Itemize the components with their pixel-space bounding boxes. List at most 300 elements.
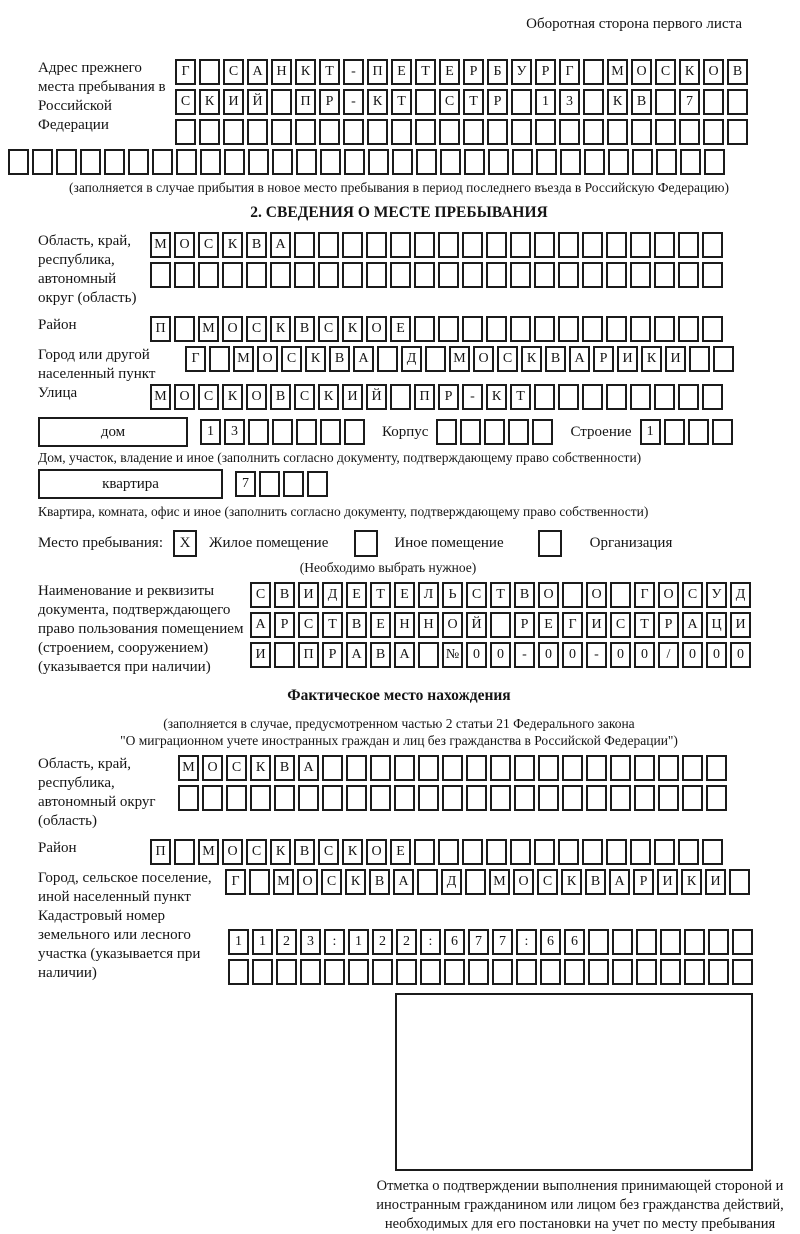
char-cell[interactable]: -	[343, 59, 364, 85]
char-cell[interactable]	[176, 149, 197, 175]
char-cell[interactable]	[664, 419, 685, 445]
char-cell[interactable]: О	[202, 755, 223, 781]
char-cell[interactable]	[390, 232, 411, 258]
char-cell[interactable]	[199, 59, 220, 85]
char-cell[interactable]: О	[257, 346, 278, 372]
char-cell[interactable]	[414, 839, 435, 865]
char-cell[interactable]	[442, 755, 463, 781]
char-cell[interactable]	[367, 119, 388, 145]
char-cell[interactable]: Й	[247, 89, 268, 115]
char-cell[interactable]: Р	[438, 384, 459, 410]
char-cell[interactable]: Д	[441, 869, 462, 895]
checkbox-other-premises[interactable]	[354, 530, 378, 557]
char-cell[interactable]	[713, 346, 734, 372]
char-cell[interactable]	[558, 384, 579, 410]
char-cell[interactable]: 0	[634, 642, 655, 668]
char-cell[interactable]: О	[703, 59, 724, 85]
char-cell[interactable]	[199, 119, 220, 145]
char-cell[interactable]	[417, 869, 438, 895]
char-cell[interactable]: С	[281, 346, 302, 372]
char-cell[interactable]	[486, 316, 507, 342]
char-cell[interactable]	[466, 785, 487, 811]
char-cell[interactable]	[538, 755, 559, 781]
char-cell[interactable]	[174, 262, 195, 288]
char-cell[interactable]: Е	[391, 59, 412, 85]
char-cell[interactable]: 6	[444, 929, 465, 955]
char-cell[interactable]	[702, 839, 723, 865]
char-cell[interactable]	[150, 262, 171, 288]
char-cell[interactable]	[654, 316, 675, 342]
char-cell[interactable]	[678, 232, 699, 258]
char-cell[interactable]	[702, 316, 723, 342]
char-cell[interactable]	[322, 755, 343, 781]
char-cell[interactable]: М	[150, 232, 171, 258]
char-cell[interactable]	[346, 785, 367, 811]
char-cell[interactable]	[307, 471, 328, 497]
char-cell[interactable]	[514, 755, 535, 781]
char-cell[interactable]	[606, 316, 627, 342]
char-cell[interactable]	[660, 959, 681, 985]
char-cell[interactable]: К	[367, 89, 388, 115]
char-cell[interactable]	[222, 262, 243, 288]
char-cell[interactable]: А	[609, 869, 630, 895]
char-cell[interactable]: В	[270, 384, 291, 410]
char-cell[interactable]	[562, 582, 583, 608]
char-cell[interactable]: Т	[463, 89, 484, 115]
char-cell[interactable]	[538, 785, 559, 811]
char-cell[interactable]: Т	[391, 89, 412, 115]
char-cell[interactable]: В	[585, 869, 606, 895]
char-cell[interactable]	[346, 755, 367, 781]
char-cell[interactable]: Й	[366, 384, 387, 410]
char-cell[interactable]	[583, 59, 604, 85]
char-cell[interactable]	[582, 316, 603, 342]
char-cell[interactable]: 7	[235, 471, 256, 497]
char-cell[interactable]	[632, 149, 653, 175]
char-cell[interactable]	[56, 149, 77, 175]
char-cell[interactable]: 1	[200, 419, 221, 445]
char-cell[interactable]	[366, 232, 387, 258]
char-cell[interactable]	[175, 119, 196, 145]
char-cell[interactable]	[634, 755, 655, 781]
char-cell[interactable]: К	[222, 232, 243, 258]
char-cell[interactable]	[606, 839, 627, 865]
char-cell[interactable]	[486, 232, 507, 258]
char-cell[interactable]: И	[250, 642, 271, 668]
char-cell[interactable]	[415, 119, 436, 145]
char-cell[interactable]	[296, 419, 317, 445]
char-cell[interactable]	[534, 316, 555, 342]
char-cell[interactable]	[462, 262, 483, 288]
char-cell[interactable]	[466, 755, 487, 781]
char-cell[interactable]: Р	[463, 59, 484, 85]
char-cell[interactable]: 7	[468, 929, 489, 955]
char-cell[interactable]	[562, 785, 583, 811]
char-cell[interactable]: У	[706, 582, 727, 608]
char-cell[interactable]	[702, 262, 723, 288]
char-cell[interactable]	[294, 232, 315, 258]
char-cell[interactable]: В	[274, 755, 295, 781]
char-cell[interactable]: Р	[274, 612, 295, 638]
char-cell[interactable]	[608, 149, 629, 175]
char-cell[interactable]: 1	[228, 929, 249, 955]
char-cell[interactable]	[631, 119, 652, 145]
char-cell[interactable]	[272, 419, 293, 445]
char-cell[interactable]: М	[198, 839, 219, 865]
char-cell[interactable]	[630, 316, 651, 342]
char-cell[interactable]	[655, 119, 676, 145]
char-cell[interactable]: 1	[535, 89, 556, 115]
char-cell[interactable]	[418, 755, 439, 781]
char-cell[interactable]: 1	[348, 929, 369, 955]
char-cell[interactable]	[732, 929, 753, 955]
char-cell[interactable]	[200, 149, 221, 175]
char-cell[interactable]	[486, 839, 507, 865]
char-cell[interactable]: Т	[510, 384, 531, 410]
char-cell[interactable]	[534, 262, 555, 288]
char-cell[interactable]	[438, 316, 459, 342]
char-cell[interactable]	[562, 755, 583, 781]
char-cell[interactable]: 6	[540, 929, 561, 955]
char-cell[interactable]	[444, 959, 465, 985]
char-cell[interactable]	[438, 839, 459, 865]
char-cell[interactable]	[610, 582, 631, 608]
char-cell[interactable]: С	[298, 612, 319, 638]
char-cell[interactable]	[343, 119, 364, 145]
char-cell[interactable]: О	[297, 869, 318, 895]
char-cell[interactable]	[582, 232, 603, 258]
char-cell[interactable]	[390, 384, 411, 410]
char-cell[interactable]	[706, 755, 727, 781]
char-cell[interactable]	[656, 149, 677, 175]
char-cell[interactable]	[684, 929, 705, 955]
char-cell[interactable]	[252, 959, 273, 985]
char-cell[interactable]	[396, 959, 417, 985]
char-cell[interactable]	[558, 232, 579, 258]
char-cell[interactable]	[366, 262, 387, 288]
char-cell[interactable]	[654, 384, 675, 410]
char-cell[interactable]: В	[346, 612, 367, 638]
char-cell[interactable]: С	[318, 316, 339, 342]
char-cell[interactable]: 7	[679, 89, 700, 115]
char-cell[interactable]: Б	[487, 59, 508, 85]
char-cell[interactable]	[540, 959, 561, 985]
char-cell[interactable]	[271, 119, 292, 145]
char-cell[interactable]: 2	[276, 929, 297, 955]
char-cell[interactable]	[512, 149, 533, 175]
char-cell[interactable]: О	[586, 582, 607, 608]
char-cell[interactable]	[636, 959, 657, 985]
char-cell[interactable]: К	[641, 346, 662, 372]
char-cell[interactable]	[463, 119, 484, 145]
char-cell[interactable]: Р	[319, 89, 340, 115]
char-cell[interactable]	[414, 232, 435, 258]
char-cell[interactable]	[490, 612, 511, 638]
char-cell[interactable]	[708, 959, 729, 985]
char-cell[interactable]: Р	[514, 612, 535, 638]
char-cell[interactable]	[606, 384, 627, 410]
char-cell[interactable]	[732, 959, 753, 985]
char-cell[interactable]	[271, 89, 292, 115]
char-cell[interactable]: В	[727, 59, 748, 85]
char-cell[interactable]: С	[198, 232, 219, 258]
char-cell[interactable]: Г	[559, 59, 580, 85]
char-cell[interactable]: М	[489, 869, 510, 895]
char-cell[interactable]: №	[442, 642, 463, 668]
char-cell[interactable]: П	[298, 642, 319, 668]
char-cell[interactable]	[630, 839, 651, 865]
char-cell[interactable]: С	[655, 59, 676, 85]
char-cell[interactable]	[630, 384, 651, 410]
checkbox-organization[interactable]	[538, 530, 562, 557]
char-cell[interactable]	[586, 785, 607, 811]
char-cell[interactable]	[588, 929, 609, 955]
char-cell[interactable]	[510, 839, 531, 865]
char-cell[interactable]: С	[318, 839, 339, 865]
char-cell[interactable]	[532, 419, 553, 445]
char-cell[interactable]	[468, 959, 489, 985]
char-cell[interactable]	[660, 929, 681, 955]
char-cell[interactable]: 3	[300, 929, 321, 955]
char-cell[interactable]	[727, 119, 748, 145]
char-cell[interactable]	[488, 149, 509, 175]
char-cell[interactable]	[436, 419, 457, 445]
char-cell[interactable]	[390, 262, 411, 288]
char-cell[interactable]	[80, 149, 101, 175]
char-cell[interactable]	[678, 262, 699, 288]
char-cell[interactable]: :	[324, 929, 345, 955]
char-cell[interactable]	[636, 929, 657, 955]
char-cell[interactable]: О	[222, 316, 243, 342]
char-cell[interactable]	[583, 119, 604, 145]
char-cell[interactable]	[706, 785, 727, 811]
char-cell[interactable]: К	[270, 839, 291, 865]
char-cell[interactable]: Ц	[706, 612, 727, 638]
char-cell[interactable]	[418, 785, 439, 811]
char-cell[interactable]	[534, 232, 555, 258]
char-cell[interactable]: С	[198, 384, 219, 410]
char-cell[interactable]	[394, 755, 415, 781]
char-cell[interactable]: :	[516, 929, 537, 955]
char-cell[interactable]	[689, 346, 710, 372]
char-cell[interactable]	[511, 89, 532, 115]
char-cell[interactable]: Д	[322, 582, 343, 608]
char-cell[interactable]	[678, 384, 699, 410]
char-cell[interactable]	[727, 89, 748, 115]
char-cell[interactable]: 1	[640, 419, 661, 445]
char-cell[interactable]	[462, 839, 483, 865]
char-cell[interactable]: 0	[730, 642, 751, 668]
char-cell[interactable]	[420, 959, 441, 985]
char-cell[interactable]	[272, 149, 293, 175]
char-cell[interactable]	[465, 869, 486, 895]
char-cell[interactable]	[516, 959, 537, 985]
char-cell[interactable]: А	[298, 755, 319, 781]
char-cell[interactable]	[702, 384, 723, 410]
char-cell[interactable]: В	[329, 346, 350, 372]
char-cell[interactable]	[490, 785, 511, 811]
char-cell[interactable]	[377, 346, 398, 372]
char-cell[interactable]: С	[246, 839, 267, 865]
char-cell[interactable]	[610, 755, 631, 781]
char-cell[interactable]	[128, 149, 149, 175]
char-cell[interactable]: К	[679, 59, 700, 85]
char-cell[interactable]: А	[682, 612, 703, 638]
char-cell[interactable]: Ь	[442, 582, 463, 608]
char-cell[interactable]	[586, 755, 607, 781]
char-cell[interactable]: О	[174, 384, 195, 410]
char-cell[interactable]	[534, 839, 555, 865]
char-cell[interactable]	[276, 959, 297, 985]
char-cell[interactable]	[492, 959, 513, 985]
char-cell[interactable]	[295, 119, 316, 145]
char-cell[interactable]: К	[270, 316, 291, 342]
char-cell[interactable]: -	[514, 642, 535, 668]
char-cell[interactable]	[511, 119, 532, 145]
char-cell[interactable]: Д	[730, 582, 751, 608]
char-cell[interactable]: Е	[346, 582, 367, 608]
char-cell[interactable]	[344, 419, 365, 445]
char-cell[interactable]: Г	[634, 582, 655, 608]
char-cell[interactable]: Е	[394, 582, 415, 608]
char-cell[interactable]	[560, 149, 581, 175]
char-cell[interactable]: В	[631, 89, 652, 115]
char-cell[interactable]: И	[586, 612, 607, 638]
char-cell[interactable]: Т	[319, 59, 340, 85]
char-cell[interactable]	[534, 384, 555, 410]
char-cell[interactable]: М	[449, 346, 470, 372]
char-cell[interactable]: 1	[252, 929, 273, 955]
char-cell[interactable]	[514, 785, 535, 811]
char-cell[interactable]	[414, 262, 435, 288]
char-cell[interactable]: 0	[538, 642, 559, 668]
char-cell[interactable]	[510, 262, 531, 288]
char-cell[interactable]: С	[466, 582, 487, 608]
char-cell[interactable]: О	[366, 316, 387, 342]
char-cell[interactable]: П	[367, 59, 388, 85]
char-cell[interactable]: Е	[390, 839, 411, 865]
char-cell[interactable]	[583, 89, 604, 115]
char-cell[interactable]: Н	[418, 612, 439, 638]
char-cell[interactable]	[634, 785, 655, 811]
char-cell[interactable]	[484, 419, 505, 445]
char-cell[interactable]: В	[369, 869, 390, 895]
char-cell[interactable]: С	[321, 869, 342, 895]
char-cell[interactable]	[152, 149, 173, 175]
char-cell[interactable]	[588, 959, 609, 985]
char-cell[interactable]	[704, 149, 725, 175]
char-cell[interactable]: Р	[633, 869, 654, 895]
char-cell[interactable]: В	[545, 346, 566, 372]
char-cell[interactable]	[318, 262, 339, 288]
char-cell[interactable]	[487, 119, 508, 145]
char-cell[interactable]	[228, 959, 249, 985]
char-cell[interactable]	[8, 149, 29, 175]
char-cell[interactable]: С	[682, 582, 703, 608]
char-cell[interactable]	[319, 119, 340, 145]
char-cell[interactable]: А	[394, 642, 415, 668]
char-cell[interactable]: А	[569, 346, 590, 372]
char-cell[interactable]: О	[513, 869, 534, 895]
char-cell[interactable]: 0	[682, 642, 703, 668]
char-cell[interactable]	[442, 785, 463, 811]
char-cell[interactable]: О	[538, 582, 559, 608]
char-cell[interactable]	[655, 89, 676, 115]
char-cell[interactable]	[342, 232, 363, 258]
char-cell[interactable]: Р	[593, 346, 614, 372]
char-cell[interactable]: 0	[466, 642, 487, 668]
char-cell[interactable]: М	[178, 755, 199, 781]
char-cell[interactable]: /	[658, 642, 679, 668]
char-cell[interactable]: А	[393, 869, 414, 895]
char-cell[interactable]	[224, 149, 245, 175]
char-cell[interactable]: Н	[394, 612, 415, 638]
char-cell[interactable]: А	[353, 346, 374, 372]
char-cell[interactable]	[178, 785, 199, 811]
char-cell[interactable]	[582, 262, 603, 288]
char-cell[interactable]	[703, 119, 724, 145]
char-cell[interactable]: С	[175, 89, 196, 115]
char-cell[interactable]	[370, 785, 391, 811]
char-cell[interactable]	[259, 471, 280, 497]
char-cell[interactable]	[391, 119, 412, 145]
char-cell[interactable]: К	[561, 869, 582, 895]
char-cell[interactable]	[283, 471, 304, 497]
char-cell[interactable]: Г	[185, 346, 206, 372]
char-cell[interactable]: А	[247, 59, 268, 85]
char-cell[interactable]	[607, 119, 628, 145]
char-cell[interactable]	[510, 232, 531, 258]
char-cell[interactable]: С	[294, 384, 315, 410]
char-cell[interactable]: В	[294, 316, 315, 342]
char-cell[interactable]: Т	[415, 59, 436, 85]
char-cell[interactable]	[202, 785, 223, 811]
char-cell[interactable]: К	[199, 89, 220, 115]
char-cell[interactable]: Т	[634, 612, 655, 638]
char-cell[interactable]	[320, 149, 341, 175]
char-cell[interactable]: 0	[706, 642, 727, 668]
char-cell[interactable]: М	[198, 316, 219, 342]
char-cell[interactable]	[348, 959, 369, 985]
char-cell[interactable]	[344, 149, 365, 175]
char-cell[interactable]	[702, 232, 723, 258]
char-cell[interactable]: А	[346, 642, 367, 668]
char-cell[interactable]: В	[370, 642, 391, 668]
char-cell[interactable]	[708, 929, 729, 955]
checkbox-residential[interactable]: X	[173, 530, 197, 557]
char-cell[interactable]: 0	[610, 642, 631, 668]
char-cell[interactable]	[490, 755, 511, 781]
char-cell[interactable]: К	[607, 89, 628, 115]
char-cell[interactable]	[462, 316, 483, 342]
char-cell[interactable]	[508, 419, 529, 445]
char-cell[interactable]: 3	[559, 89, 580, 115]
char-cell[interactable]: К	[521, 346, 542, 372]
char-cell[interactable]: 2	[372, 929, 393, 955]
char-cell[interactable]	[712, 419, 733, 445]
char-cell[interactable]: И	[665, 346, 686, 372]
char-cell[interactable]	[198, 262, 219, 288]
char-cell[interactable]: С	[226, 755, 247, 781]
char-cell[interactable]: -	[343, 89, 364, 115]
char-cell[interactable]	[247, 119, 268, 145]
char-cell[interactable]: П	[150, 839, 171, 865]
char-cell[interactable]: Н	[271, 59, 292, 85]
char-cell[interactable]: Р	[487, 89, 508, 115]
char-cell[interactable]	[582, 384, 603, 410]
char-cell[interactable]: О	[174, 232, 195, 258]
char-cell[interactable]: А	[250, 612, 271, 638]
